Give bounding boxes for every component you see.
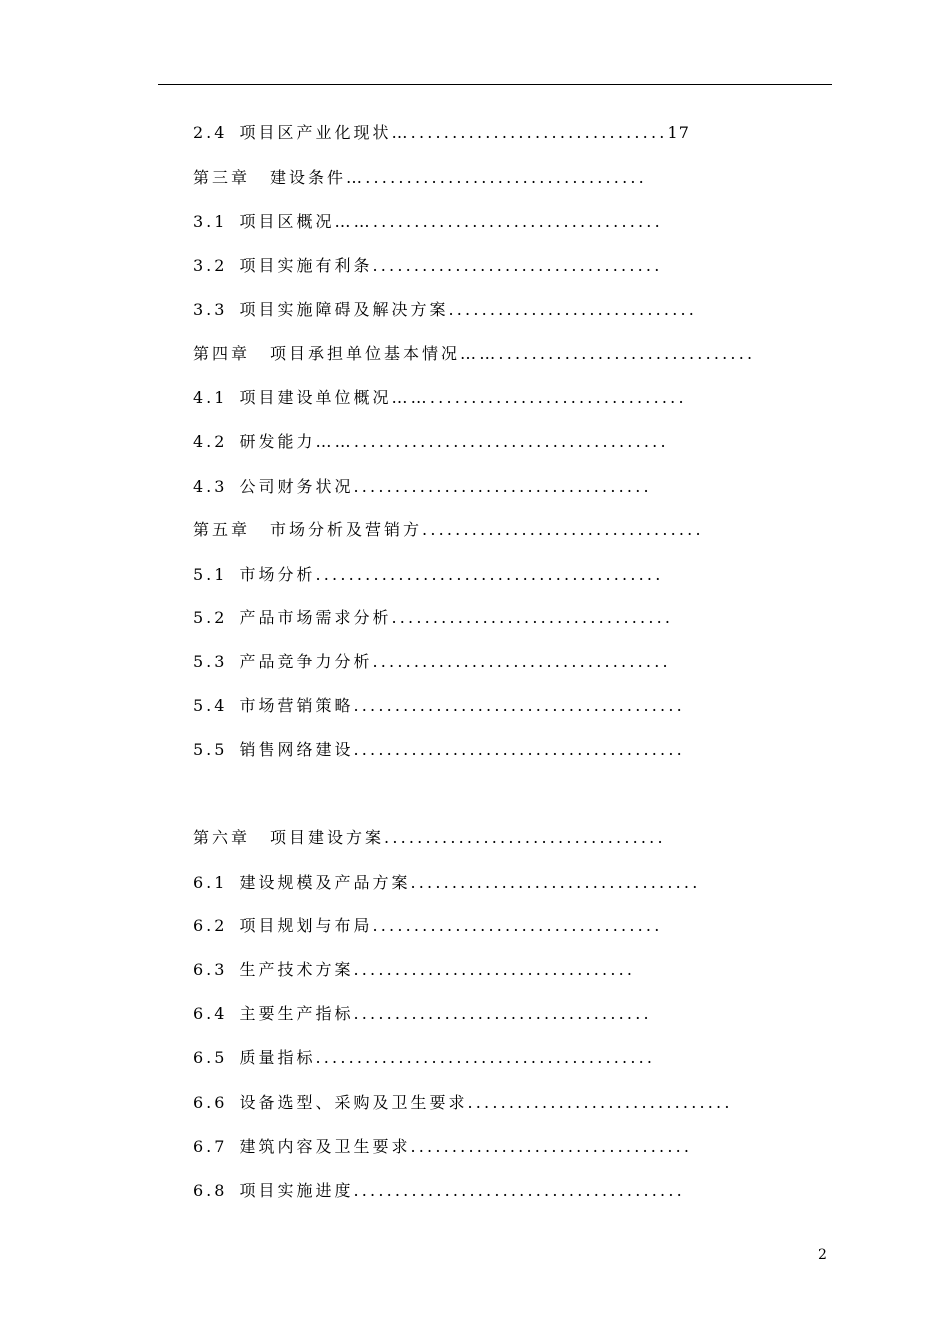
toc-entry-4-1[interactable] (193, 386, 687, 410)
toc-leader: ….................................. (346, 168, 647, 187)
toc-leader: ……................................... (334, 212, 663, 231)
toc-title: 生产技术方案 (239, 960, 354, 979)
toc-leader: ........................................ (353, 1181, 685, 1200)
toc-number: 5.3 (193, 652, 228, 671)
toc-number: 6.1 (193, 873, 228, 892)
toc-title: 建设条件 (270, 168, 347, 187)
toc-entry-chapter-6[interactable] (193, 826, 666, 850)
toc-entry-6-4[interactable] (193, 1002, 652, 1026)
toc-number: 第六章 (193, 828, 251, 847)
toc-title: 建筑内容及卫生要求 (239, 1137, 411, 1156)
toc-leader: .................................... (353, 1004, 652, 1023)
toc-title: 项目实施有利条 (239, 256, 373, 275)
toc-leader: .................................... (372, 652, 671, 671)
toc-title: 产品竞争力分析 (239, 652, 373, 671)
toc-number: 3.3 (193, 300, 228, 319)
toc-title: 项目实施进度 (239, 1181, 354, 1200)
page-number: 2 (818, 1247, 827, 1263)
toc-entry-4-3[interactable] (193, 475, 652, 499)
toc-entry-chapter-3[interactable] (193, 166, 647, 190)
toc-entry-3-3[interactable] (193, 298, 697, 322)
toc-number: 5.5 (193, 740, 228, 759)
toc-title: 研发能力 (239, 432, 316, 451)
toc-entry-5-5[interactable] (193, 738, 685, 762)
toc-title: 主要生产指标 (239, 1004, 354, 1023)
toc-leader: .................................. (391, 608, 674, 627)
toc-leader: ........................................ (353, 740, 685, 759)
toc-number: 5.1 (193, 565, 228, 584)
toc-entry-6-7[interactable] (193, 1135, 692, 1159)
header-rule (158, 84, 832, 85)
toc-leader: .................................. (384, 828, 666, 847)
toc-entry-5-2[interactable] (193, 606, 673, 630)
toc-number: 3.2 (193, 256, 228, 275)
toc-entry-6-1[interactable] (193, 871, 700, 895)
toc-entry-5-1[interactable] (193, 563, 663, 587)
toc-title: 项目实施障碍及解决方案 (239, 300, 449, 319)
toc-entry-2-4[interactable] (193, 121, 690, 145)
toc-number: 6.7 (193, 1137, 228, 1156)
toc-number: 6.8 (193, 1181, 228, 1200)
toc-entry-6-6[interactable] (193, 1091, 733, 1115)
toc-entry-3-1[interactable] (193, 210, 663, 234)
toc-leader: ................................ (467, 1093, 733, 1112)
toc-entry-3-2[interactable] (193, 254, 662, 278)
toc-entry-chapter-5[interactable] (193, 518, 704, 542)
toc-leader: .............................. (448, 300, 698, 319)
toc-leader: …............................... (391, 123, 668, 142)
toc-title: 项目区产业化现状 (239, 123, 392, 142)
toc-leader: .................................. (410, 1137, 693, 1156)
toc-leader: ................................... (410, 873, 701, 892)
toc-number: 2.4 (193, 123, 228, 142)
toc-entry-4-2[interactable] (193, 430, 669, 454)
toc-leader: .................................... (353, 477, 652, 496)
toc-number: 6.2 (193, 916, 228, 935)
toc-leader: ……............................... (460, 344, 756, 363)
toc-title: 质量指标 (239, 1048, 316, 1067)
toc-title: 设备选型、采购及卫生要求 (239, 1093, 468, 1112)
toc-number: 6.3 (193, 960, 228, 979)
toc-entry-chapter-4[interactable] (193, 342, 755, 366)
toc-entry-6-3[interactable] (193, 958, 635, 982)
toc-number: 5.2 (193, 608, 228, 627)
toc-number: 5.4 (193, 696, 228, 715)
toc-title: 市场分析 (239, 565, 316, 584)
toc-leader: ......................................... (315, 1048, 656, 1067)
toc-number: 3.1 (193, 212, 228, 231)
toc-number: 4.1 (193, 388, 228, 407)
toc-number: 第五章 (193, 520, 251, 539)
toc-number: 6.4 (193, 1004, 228, 1023)
toc-number: 4.3 (193, 477, 228, 496)
toc-entry-6-5[interactable] (193, 1046, 655, 1070)
toc-leader: ……............................... (391, 388, 687, 407)
toc-leader: .................................. (422, 520, 704, 539)
toc-title: 建设规模及产品方案 (239, 873, 411, 892)
toc-leader: ................................... (372, 916, 663, 935)
toc-title: 项目承担单位基本情况 (270, 344, 461, 363)
toc-title: 项目建设单位概况 (239, 388, 392, 407)
toc-number: 6.6 (193, 1093, 228, 1112)
toc-page: 17 (667, 123, 690, 142)
toc-title: 销售网络建设 (239, 740, 354, 759)
toc-title: 项目规划与布局 (239, 916, 373, 935)
toc-leader: ……...................................... (315, 432, 669, 451)
toc-leader: ................................... (372, 256, 663, 275)
toc-leader: .................................. (353, 960, 636, 979)
toc-title: 项目区概况 (239, 212, 335, 231)
toc-entry-6-8[interactable] (193, 1179, 685, 1203)
toc-title: 市场营销策略 (239, 696, 354, 715)
toc-number: 第三章 (193, 168, 251, 187)
toc-leader: .......................................... (315, 565, 664, 584)
toc-entry-5-4[interactable] (193, 694, 685, 718)
toc-number: 4.2 (193, 432, 228, 451)
toc-entry-6-2[interactable] (193, 914, 662, 938)
toc-title: 市场分析及营销方 (270, 520, 423, 539)
toc-title: 项目建设方案 (270, 828, 385, 847)
toc-entry-5-3[interactable] (193, 650, 671, 674)
toc-number: 第四章 (193, 344, 251, 363)
toc-title: 公司财务状况 (239, 477, 354, 496)
toc-leader: ........................................ (353, 696, 685, 715)
toc-number: 6.5 (193, 1048, 228, 1067)
toc-title: 产品市场需求分析 (239, 608, 392, 627)
